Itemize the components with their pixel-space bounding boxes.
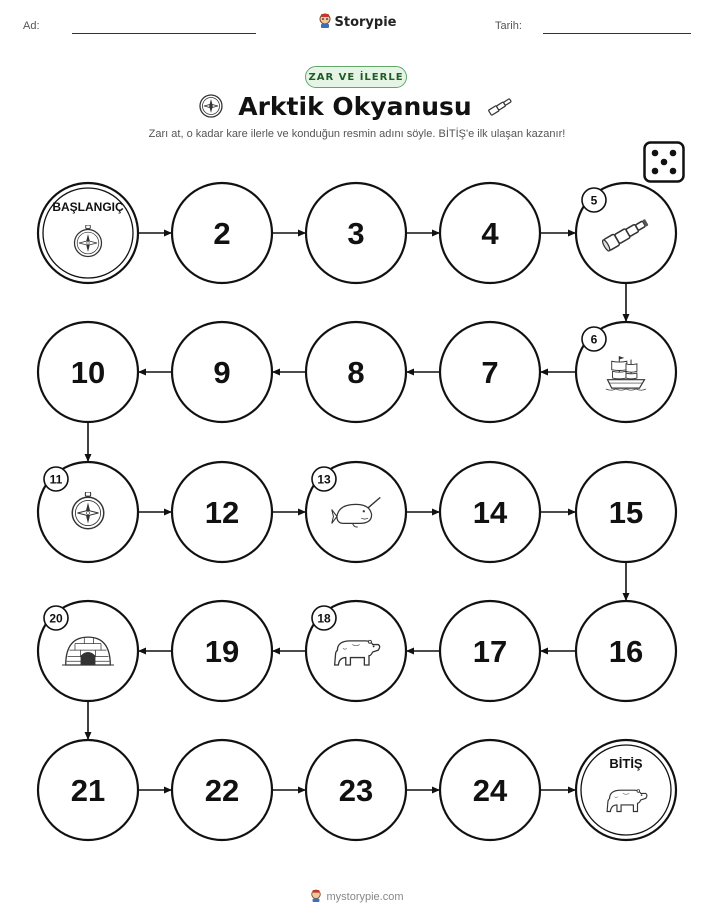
board-square-23[interactable]: [306, 740, 406, 840]
board-square-2[interactable]: [172, 183, 272, 283]
instructions: Zarı at, o kadar kare ilerle ve konduğun resmin adını söyle. BİTİŞ'e ilk ulaşan kazanır!: [148, 128, 566, 140]
square-number: 19: [204, 634, 240, 669]
square-number: 9: [213, 355, 231, 390]
board-square-16[interactable]: [576, 601, 676, 701]
square-number: 6: [590, 332, 598, 347]
square-number: 2: [213, 216, 231, 251]
square-number: 16: [608, 634, 644, 669]
square-number: 12: [204, 495, 240, 530]
square-number: 4: [481, 216, 499, 251]
board-square-24[interactable]: [440, 740, 540, 840]
square-number: 22: [204, 773, 240, 808]
square-number: 15: [608, 495, 644, 530]
square-number: 18: [317, 611, 331, 626]
brand-name: Storypie: [334, 15, 397, 30]
name-label: Ad:: [23, 20, 40, 32]
finish-label: BİTİŞ: [609, 756, 643, 771]
board-square-9[interactable]: [172, 322, 272, 422]
title-text: Arktik Okyanusu: [238, 92, 472, 121]
square-number: 20: [49, 611, 63, 626]
board-square-3[interactable]: [306, 183, 406, 283]
board-square-20[interactable]: [38, 601, 138, 701]
board-square-22[interactable]: [172, 740, 272, 840]
square-number: 5: [590, 193, 598, 208]
date-label: Tarih:: [495, 20, 522, 32]
board-square-8[interactable]: [306, 322, 406, 422]
square-number: 3: [347, 216, 365, 251]
square-number: 24: [472, 773, 508, 808]
footer-url: mystorypie.com: [326, 891, 404, 903]
square-number: 23: [338, 773, 374, 808]
square-number: 7: [481, 355, 499, 390]
board-square-7[interactable]: [440, 322, 540, 422]
square-number: 13: [317, 472, 331, 487]
board-square-19[interactable]: [172, 601, 272, 701]
board-square-17[interactable]: [440, 601, 540, 701]
board-square-12[interactable]: [172, 462, 272, 562]
square-number: 10: [70, 355, 106, 390]
storypie-mascot-icon: [310, 889, 322, 906]
footer: [0, 889, 714, 906]
start-label: BAŞLANGIÇ: [52, 200, 124, 214]
board-square-25[interactable]: [576, 740, 676, 840]
square-number: 8: [347, 355, 365, 390]
board-square-4[interactable]: [440, 183, 540, 283]
board-square-1[interactable]: [38, 183, 138, 283]
board-square-15[interactable]: [576, 462, 676, 562]
board-square-5[interactable]: [576, 183, 676, 283]
board-square-18[interactable]: [306, 601, 406, 701]
square-number: 17: [472, 634, 508, 669]
board-square-11[interactable]: [38, 462, 138, 562]
board-square-10[interactable]: [38, 322, 138, 422]
board-square-21[interactable]: [38, 740, 138, 840]
board-square-13[interactable]: [306, 462, 406, 562]
game-type-badge: ZAR VE İLERLE: [305, 66, 407, 88]
board-square-6[interactable]: [576, 322, 676, 422]
square-number: 11: [49, 472, 63, 487]
square-number: 14: [472, 495, 508, 530]
square-number: 21: [70, 773, 106, 808]
board-square-14[interactable]: [440, 462, 540, 562]
